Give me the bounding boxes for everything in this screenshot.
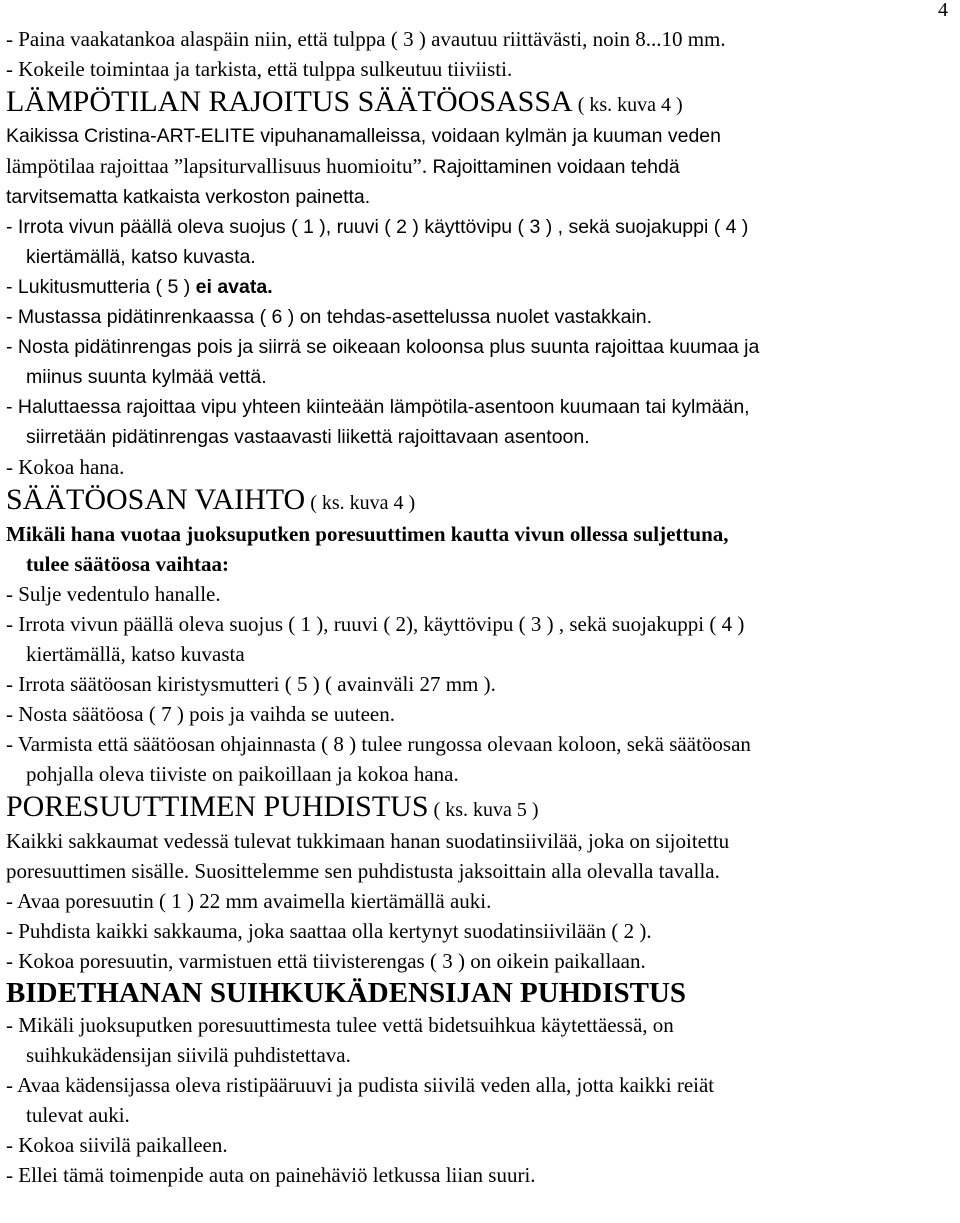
instruction-line-continued: pohjalla oleva tiiviste on paikoillaan ja kokoa hana.: [26, 762, 459, 786]
instruction-line: - Kokoa poresuutin, varmistuen että tiivisterengas ( 3 ) on oikein paikallaan.: [6, 949, 646, 973]
section-heading-valve-replacement: [6, 482, 958, 519]
instruction-line: - Nosta pidätinrengas pois ja siirrä se oikeaan koloonsa plus suunta rajoittaa kuumaa ja: [6, 336, 760, 358]
heading-text: PORESUUTTIMEN PUHDISTUS: [6, 790, 429, 823]
document-body: [6, 24, 958, 1190]
instruction-line-continued: kiertämällä, katso kuvasta: [26, 642, 245, 666]
paragraph-line: poresuuttimen sisälle. Suosittelemme sen puhdistusta jaksoittain alla olevalla tavalla.: [6, 859, 720, 883]
bold-paragraph-line: Mikäli hana vuotaa juoksuputken poresuuttimen kautta vivun ollessa suljettuna,: [6, 522, 729, 546]
instruction-line: - Ellei tämä toimenpide auta on painehäviö letkussa liian suuri.: [6, 1163, 536, 1187]
instruction-line: - Puhdista kaikki sakkauma, joka saattaa olla kertynyt suodatinsiivilään ( 2 ).: [6, 919, 652, 943]
instruction-line: [6, 272, 958, 302]
instruction-line: - Avaa kädensijassa oleva ristipääruuvi ja pudista siivilä veden alla, jotta kaikki reiät: [6, 1073, 715, 1097]
heading-text: LÄMPÖTILAN RAJOITUS SÄÄTÖOSASSA: [6, 85, 573, 118]
instruction-line: - Irrota vivun päällä oleva suojus ( 1 ), ruuvi ( 2 ) käyttövipu ( 3 ) , sekä suojakuppi ( 4 ): [6, 216, 749, 238]
section-heading-temperature-limit: [6, 84, 958, 121]
instruction-line: - Mustassa pidätinrenkaassa ( 6 ) on tehdas-asettelussa nuolet vastakkain.: [6, 306, 653, 328]
instruction-line-continued: suihkukädensijan siivilä puhdistettava.: [26, 1043, 351, 1067]
instruction-line: - Irrota säätöosan kiristysmutteri ( 5 ) ( avainväli 27 mm ).: [6, 672, 496, 696]
instruction-fragment: - Lukitusmutteria ( 5 ): [6, 276, 196, 298]
section-heading-aerator-cleaning: [6, 789, 958, 826]
instruction-line-continued: miinus suunta kylmää vettä.: [26, 366, 267, 388]
instruction-line: - Avaa poresuutin ( 1 ) 22 mm avaimella kiertämällä auki.: [6, 889, 492, 913]
paragraph-line: Kaikissa Cristina-ART-ELITE vipuhanamalleissa, voidaan kylmän ja kuuman veden: [6, 125, 721, 147]
instruction-line: - Irrota vivun päällä oleva suojus ( 1 ), ruuvi ( 2), käyttövipu ( 3 ) , sekä suojakuppi ( 4 ): [6, 612, 745, 636]
instruction-line: - Nosta säätöosa ( 7 ) pois ja vaihda se uuteen.: [6, 702, 395, 726]
section-heading-bidet-handle-cleaning: BIDETHANAN SUIHKUKÄDENSIJAN PUHDISTUS: [6, 977, 687, 1009]
paragraph-line: [6, 151, 958, 182]
paragraph-fragment: Rajoittaminen voidaan tehdä: [427, 156, 680, 178]
figure-reference: ( ks. kuva 4 ): [572, 94, 683, 116]
paragraph-fragment: lämpötilaa rajoittaa ”lapsiturvallisuus huomioitu”.: [6, 154, 428, 178]
instruction-line: - Varmista että säätöosan ohjainnasta ( 8 ) tulee rungossa olevaan koloon, sekä säätöosan: [6, 732, 751, 756]
instruction-line: - Kokoa hana.: [6, 455, 125, 479]
instruction-line: - Mikäli juoksuputken poresuuttimesta tulee vettä bidetsuihkua käytettäessä, on: [6, 1013, 674, 1037]
instruction-line: - Sulje vedentulo hanalle.: [6, 582, 221, 606]
figure-reference: ( ks. kuva 5 ): [428, 799, 539, 821]
instruction-line-continued: siirretään pidätinrengas vastaavasti liikettä rajoittavaan asentoon.: [26, 426, 590, 448]
heading-text: SÄÄTÖOSAN VAIHTO: [6, 483, 306, 516]
paragraph-line: tarvitsematta katkaista verkoston painetta.: [6, 186, 371, 208]
paragraph-line: Kaikki sakkaumat vedessä tulevat tukkimaan hanan suodatinsiivilää, joka on sijoitettu: [6, 829, 730, 853]
instruction-line: - Haluttaessa rajoittaa vipu yhteen kiinteään lämpötila-asentoon kuumaan tai kylmään,: [6, 396, 750, 418]
warning-text: ei avata.: [195, 276, 273, 298]
figure-reference: ( ks. kuva 4 ): [305, 492, 416, 514]
page-number: 4: [938, 0, 948, 21]
instruction-line-continued: kiertämällä, katso kuvasta.: [26, 246, 256, 268]
instruction-line: - Kokeile toimintaa ja tarkista, että tulppa sulkeutuu tiiviisti.: [6, 57, 513, 81]
instruction-line: - Kokoa siivilä paikalleen.: [6, 1133, 228, 1157]
instruction-line-continued: tulevat auki.: [26, 1103, 130, 1127]
bold-paragraph-line: tulee säätöosa vaihtaa:: [26, 552, 229, 576]
instruction-line: - Paina vaakatankoa alaspäin niin, että tulppa ( 3 ) avautuu riittävästi, noin 8...10 mm.: [6, 27, 726, 51]
